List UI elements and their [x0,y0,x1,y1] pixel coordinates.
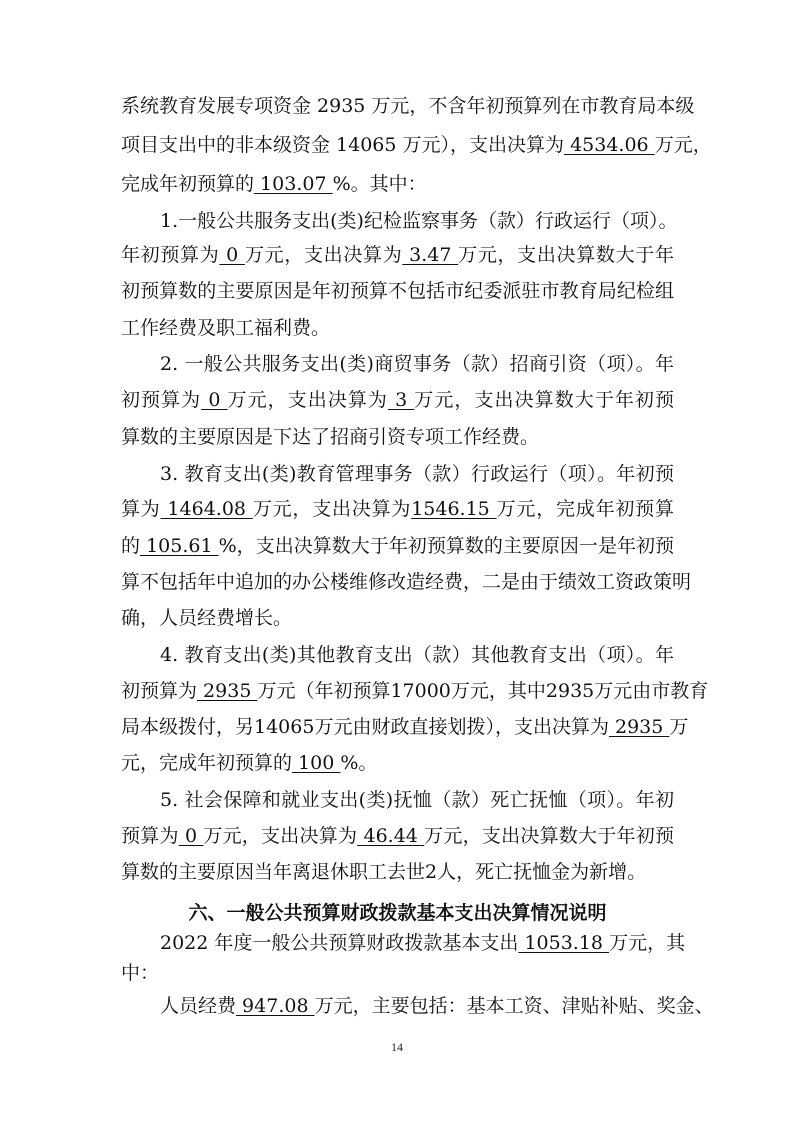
text-line-22: 算数的主要原因当年离退休职工去世2人，死亡抚恤金为新增。 [121,861,647,883]
text-line-16: 4. 教育支出(类)其他教育支出（款）其他教育支出（项）。年 [160,644,674,666]
text-line-8: 2. 一般公共服务支出(类)商贸事务（款）招商引资（项）。年 [160,353,674,375]
underlined-value: 0 [201,389,228,411]
text-line-7: 工作经费及职工福利费。 [121,317,331,339]
text-line-13: 的 105.61 %，支出决算数大于年初预算数的主要原因一是年初预 [121,535,674,557]
text-line-17: 初预算为 2935 万元（年初预算17000万元，其中2935万元由市教育 [121,680,709,702]
text-line-15: 确，人员经费增长。 [121,607,293,629]
text-line-2: 项目支出中的非本级资金 14065 万元），支出决算为 4534.06 万元， [121,134,712,156]
underlined-value: 4534.06 [564,134,655,156]
underlined-value: 105.61 [140,535,219,557]
text-line-3: 完成年初预算的 103.07 %。其中： [121,173,427,195]
underlined-value: 2935 [608,716,670,738]
page-number: 14 [391,1040,403,1054]
text-line-9: 初预算为 0 万元，支出决算为 3 万元，支出决算数大于年初预 [121,389,674,411]
text-line-10: 算数的主要原因是下达了招商引资专项工作经费。 [121,426,540,448]
text-line-21: 预算为 0 万元，支出决算为 46.44 万元，支出决算数大于年初预 [121,825,674,847]
text-line-12: 算为 1464.08 万元，支出决算为1546.15 万元，完成年初预算 [121,498,674,520]
text-line-24: 中： [121,962,160,984]
text-line-14: 算不包括年中追加的办公楼维修改造经费，二是由于绩效工资政策明 [121,571,692,593]
underlined-value: 103.07 [254,173,333,195]
underlined-value: 3 [388,389,415,411]
section-heading: 六、一般公共预算财政拨款基本支出决算情况说明 [188,902,607,924]
underlined-value: 3.47 [402,244,459,266]
underlined-value: 947.08 [236,995,315,1017]
text-line-19: 元，完成年初预算的 100 %。 [121,752,378,774]
text-line-23: 2022 年度一般公共预算财政拨款基本支出 1053.18 万元，其 [160,932,686,954]
underlined-value: 46.44 [357,825,425,847]
text-line-6: 初预算数的主要原因是年初预算不包括市纪委派驻市教育局纪检组 [121,280,674,302]
text-line-1: 系统教育发展专项资金 2935 万元，不含年初预算列在市教育局本级 [121,95,695,117]
text-line-11: 3. 教育支出(类)教育管理事务（款）行政运行（项）。年初预 [160,463,674,485]
underlined-value: 100 [292,752,341,774]
underlined-value: 2935 [197,680,258,702]
text-line-18: 局本级拨付，另14065万元由财政直接划拨），支出决算为 2935 万 [121,716,689,738]
underlined-value: 1464.08 [160,498,253,520]
text-line-25: 人员经费 947.08 万元，主要包括：基本工资、津贴补贴、奖金、 [160,995,714,1017]
text-line-4: 1.一般公共服务支出(类)纪检监察事务（款）行政运行（项）。 [160,210,678,232]
text-line-20: 5. 社会保障和就业支出(类)抚恤（款）死亡抚恤（项）。年初 [160,789,674,811]
underlined-value: 0 [219,244,245,266]
underlined-value: 1053.18 [518,932,610,954]
text-line-5: 年初预算为 0 万元，支出决算为 3.47 万元，支出决算数大于年 [121,244,674,266]
underlined-value: 1546.15 [411,498,497,520]
underlined-value: 0 [178,825,204,847]
